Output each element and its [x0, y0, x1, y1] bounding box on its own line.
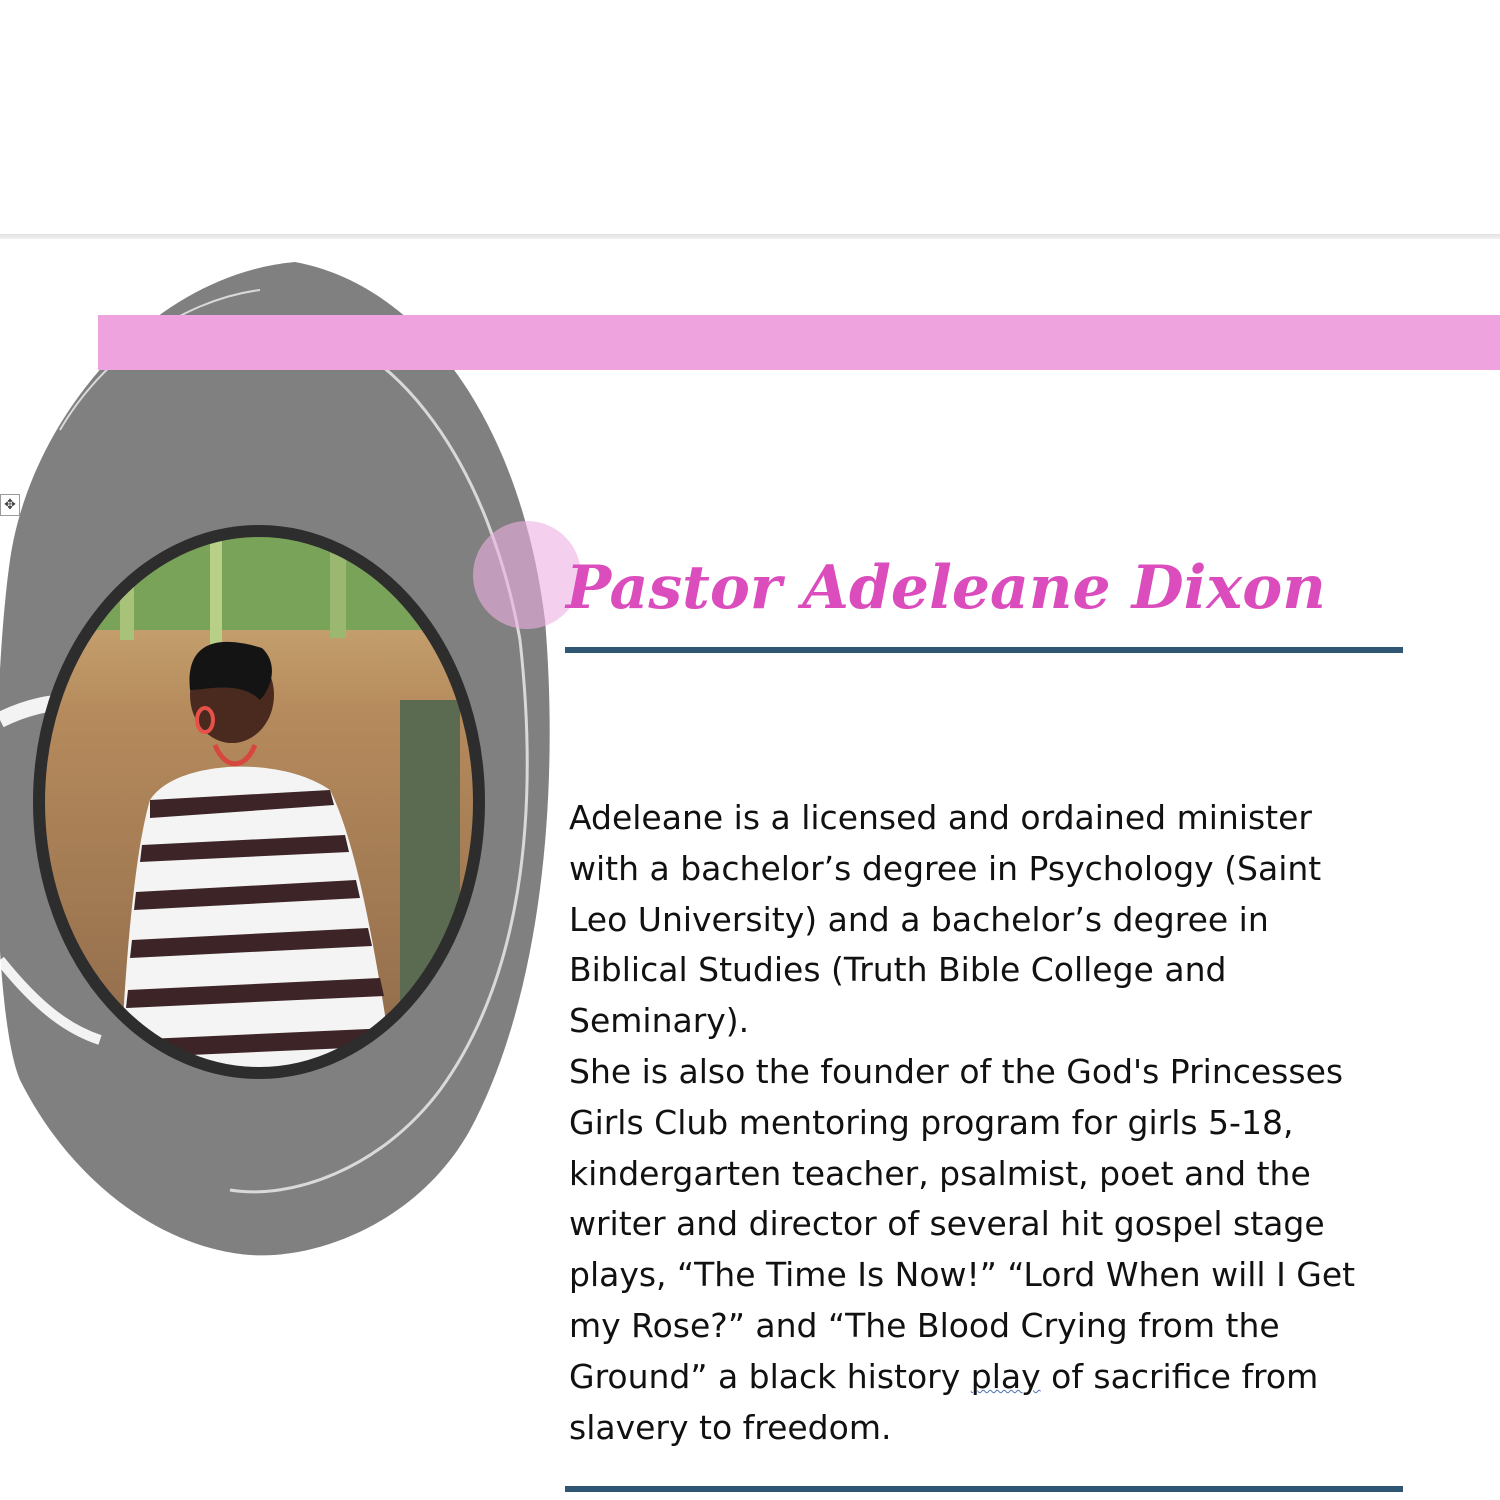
bottom-rule [565, 1486, 1403, 1492]
previous-page-area [0, 0, 1500, 234]
grammar-flagged-word[interactable]: play [970, 1356, 1041, 1396]
bio-paragraph-2-end: of sacrifice from slavery to freedom. [569, 1356, 1319, 1447]
page-title: Pastor Adeleane Dixon [566, 553, 1326, 623]
brush-stroke-photo-frame [0, 250, 560, 1270]
bio-paragraph-1: Adeleane is a licensed and ordained minister with a bachelor’s degree in Psychology (Saint Leo University) and a bachelor’s degree in Biblical Studies (Truth Bible College and Seminary). [569, 798, 1322, 1041]
bio-paragraph-2-text: She is also the founder of the God's Princesses Girls Club mentoring program for girls 5-18, kindergarten teacher, psalmist, poet and the writer and director of several hit gospel stage plays, “The Time Is Now!” “Lord When will I Get my Rose?” and “The Blood Crying from the Ground” a black history [569, 1051, 1356, 1396]
decorative-pink-circle [473, 521, 581, 629]
move-arrows-icon[interactable]: ✥ [0, 494, 20, 516]
pink-header-bar [98, 315, 1500, 370]
title-underline [565, 647, 1403, 653]
biography-text [569, 793, 1389, 1453]
page-break-gap [0, 234, 1500, 239]
bio-paragraph-2 [569, 1047, 1389, 1453]
